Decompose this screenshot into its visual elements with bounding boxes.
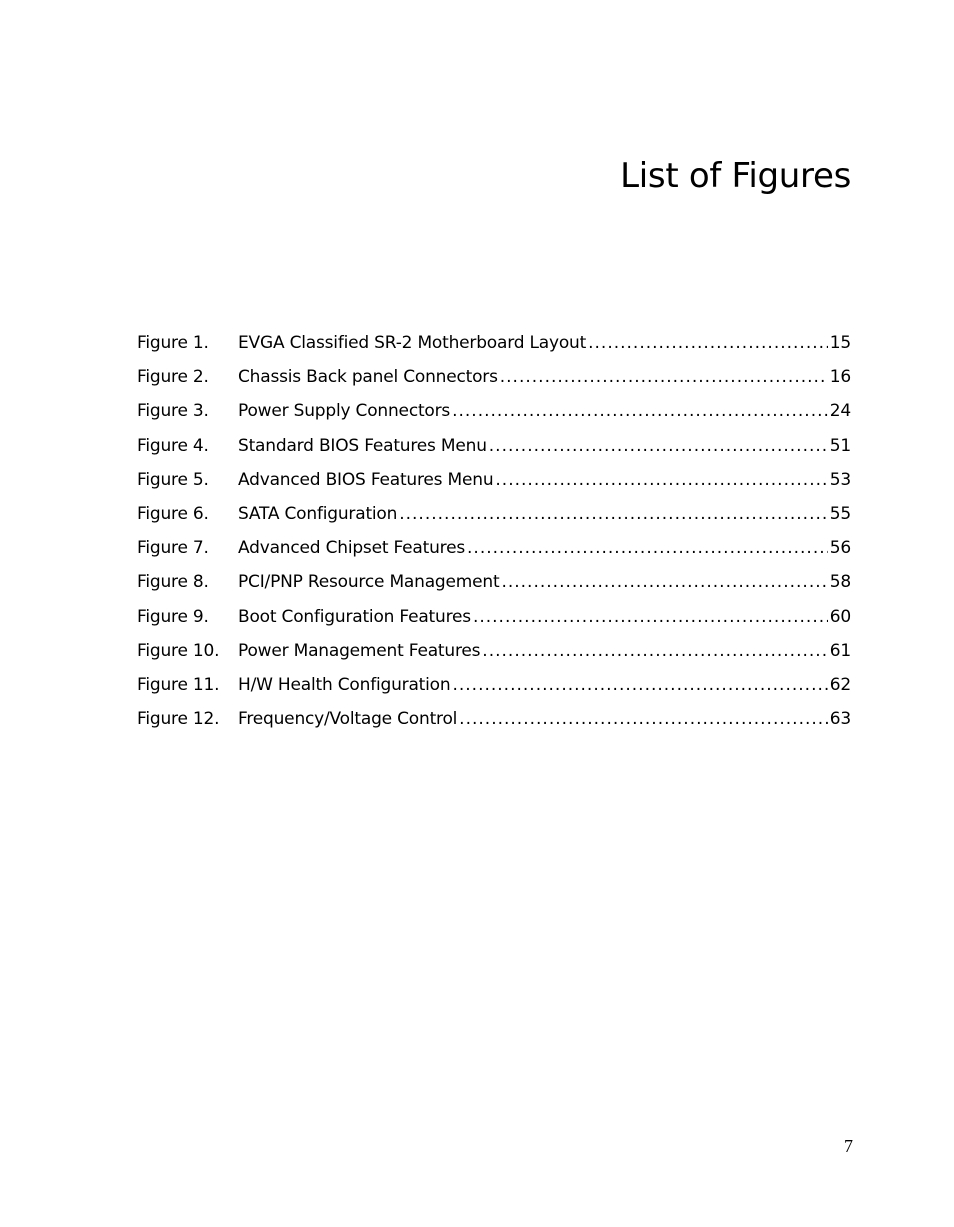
figure-entry-10[interactable]: [137, 641, 851, 675]
figure-title: Advanced BIOS Features Menu: [238, 469, 494, 490]
figure-entry-12[interactable]: [137, 709, 851, 743]
dot-leader: [501, 572, 827, 592]
figure-title: Chassis Back panel Connectors: [238, 367, 498, 388]
figure-page-number: 55: [829, 503, 851, 524]
figure-entry-2[interactable]: [137, 367, 851, 401]
figure-list: [137, 333, 851, 743]
figure-label: Figure 12.: [137, 709, 220, 730]
figure-page-number: 62: [829, 674, 851, 695]
figure-page-number: 16: [829, 367, 851, 388]
page-number: 7: [844, 1136, 853, 1156]
figure-label: Figure 3.: [137, 401, 209, 422]
figure-label: Figure 1.: [137, 333, 209, 353]
figure-entry-8[interactable]: [137, 572, 851, 606]
figure-title: Frequency/Voltage Control: [238, 709, 458, 730]
dot-leader: [495, 470, 827, 490]
figure-entry-6[interactable]: [137, 504, 851, 538]
figure-title: H/W Health Configuration: [238, 674, 451, 695]
figure-label: Figure 10.: [137, 640, 220, 661]
dot-leader: [467, 538, 828, 558]
figure-title: Standard BIOS Features Menu: [238, 435, 487, 456]
figure-title: SATA Configuration: [238, 503, 398, 524]
figure-entry-1[interactable]: [137, 333, 851, 367]
dot-leader: [459, 709, 828, 729]
figure-title: Boot Configuration Features: [238, 606, 471, 627]
figure-page-number: 51: [829, 435, 851, 456]
figure-entry-7[interactable]: [137, 538, 851, 572]
figure-label: Figure 4.: [137, 435, 209, 456]
dot-leader: [399, 504, 828, 524]
figure-label: Figure 6.: [137, 503, 209, 524]
figure-title: Advanced Chipset Features: [238, 538, 466, 559]
dot-leader: [588, 333, 828, 353]
figure-page-number: 60: [829, 606, 851, 627]
dot-leader: [473, 607, 828, 627]
dot-leader: [452, 401, 828, 421]
figure-page-number: 63: [829, 709, 851, 730]
figure-page-number: 61: [829, 640, 851, 661]
figure-label: Figure 2.: [137, 367, 209, 388]
figure-entry-4[interactable]: [137, 436, 851, 470]
figure-page-number: 24: [829, 401, 851, 422]
figure-page-number: 56: [829, 538, 851, 559]
dot-leader: [482, 641, 827, 661]
figure-label: Figure 8.: [137, 572, 209, 593]
figure-label: Figure 7.: [137, 538, 209, 559]
figure-entry-11[interactable]: [137, 675, 851, 709]
figure-label: Figure 5.: [137, 469, 209, 490]
figure-label: Figure 11.: [137, 674, 220, 695]
figure-label: Figure 9.: [137, 606, 209, 627]
figure-page-number: 53: [829, 469, 851, 490]
page-title: List of Figures: [620, 156, 851, 196]
figure-page-number: 15: [829, 333, 851, 353]
dot-leader: [489, 436, 828, 456]
figure-title: Power Management Features: [238, 640, 481, 661]
figure-entry-9[interactable]: [137, 607, 851, 641]
figure-title: EVGA Classified SR-2 Motherboard Layout: [238, 333, 587, 353]
figure-title: PCI/PNP Resource Management: [238, 572, 500, 593]
figure-page-number: 58: [829, 572, 851, 593]
figure-title: Power Supply Connectors: [238, 401, 451, 422]
dot-leader: [500, 367, 828, 387]
figure-entry-3[interactable]: [137, 401, 851, 435]
dot-leader: [452, 675, 827, 695]
figure-entry-5[interactable]: [137, 470, 851, 504]
